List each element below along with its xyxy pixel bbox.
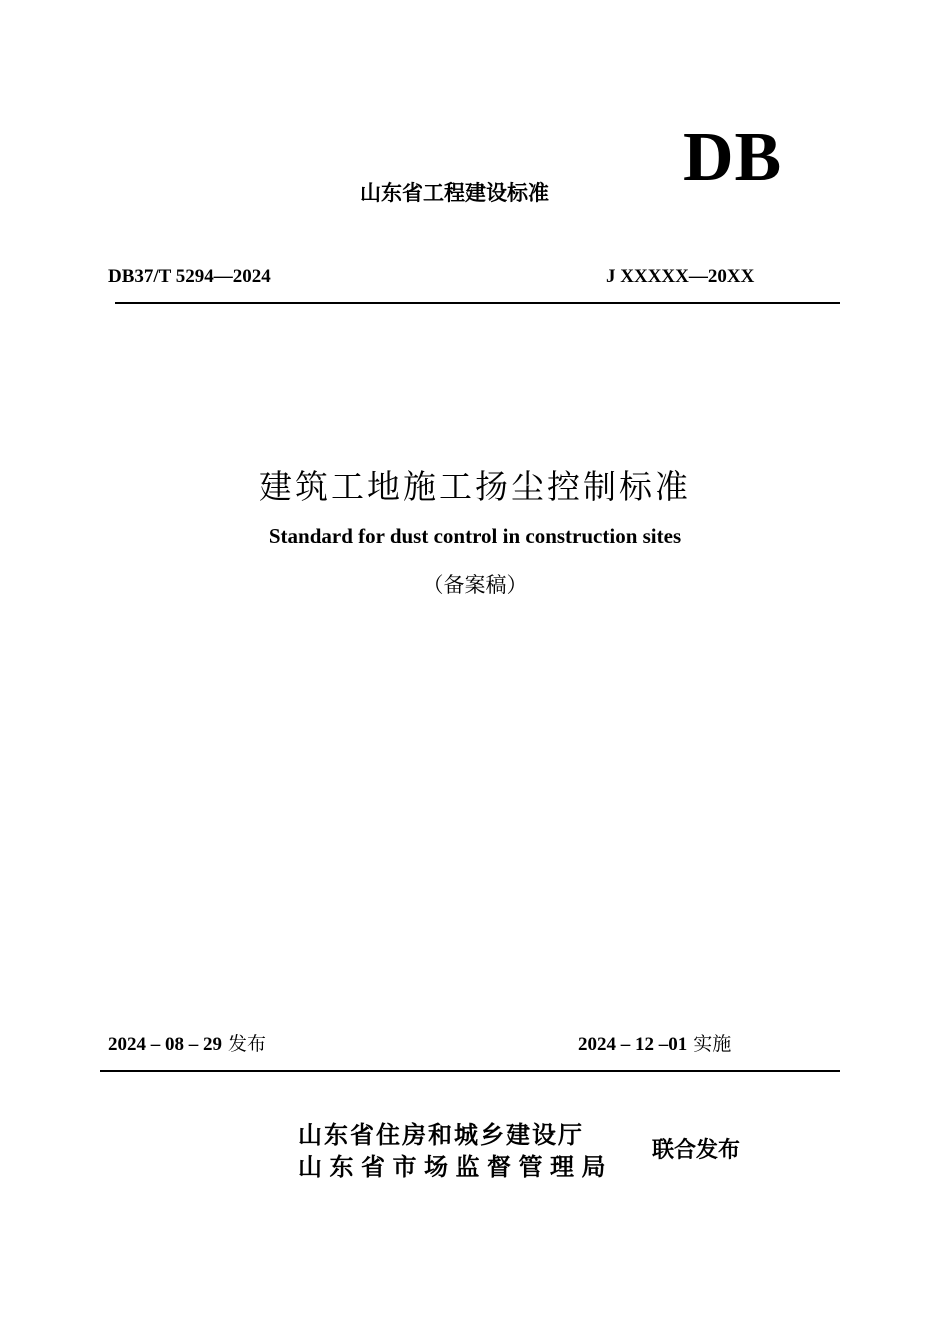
issuer-housing-dept: 山东省住房和城乡建设厅 bbox=[298, 1121, 584, 1149]
top-divider bbox=[115, 302, 840, 304]
title-english: Standard for dust control in construction sites bbox=[268, 524, 682, 548]
title-chinese: 建筑工地施工扬尘控制标准 bbox=[259, 467, 691, 506]
standard-number: DB37/T 5294—2024 bbox=[108, 266, 271, 287]
issue-date-block bbox=[108, 1030, 266, 1059]
issue-date: 2024 – 08 – 29 bbox=[108, 1034, 222, 1055]
draft-note: （备案稿） bbox=[422, 573, 528, 597]
issue-label: 发布 bbox=[222, 1033, 267, 1055]
record-number: J XXXXX—20XX bbox=[606, 266, 755, 287]
bottom-divider bbox=[100, 1070, 840, 1072]
db-mark: DB bbox=[683, 119, 783, 196]
joint-release-label: 联合发布 bbox=[652, 1138, 741, 1163]
effective-label: 实施 bbox=[687, 1033, 732, 1055]
issuer-market-bureau: 山东省市场监督管理局 bbox=[298, 1153, 613, 1181]
effective-date-block bbox=[578, 1030, 731, 1059]
effective-date: 2024 – 12 –01 bbox=[578, 1034, 688, 1055]
standard-category: 山东省工程建设标准 bbox=[360, 181, 549, 205]
